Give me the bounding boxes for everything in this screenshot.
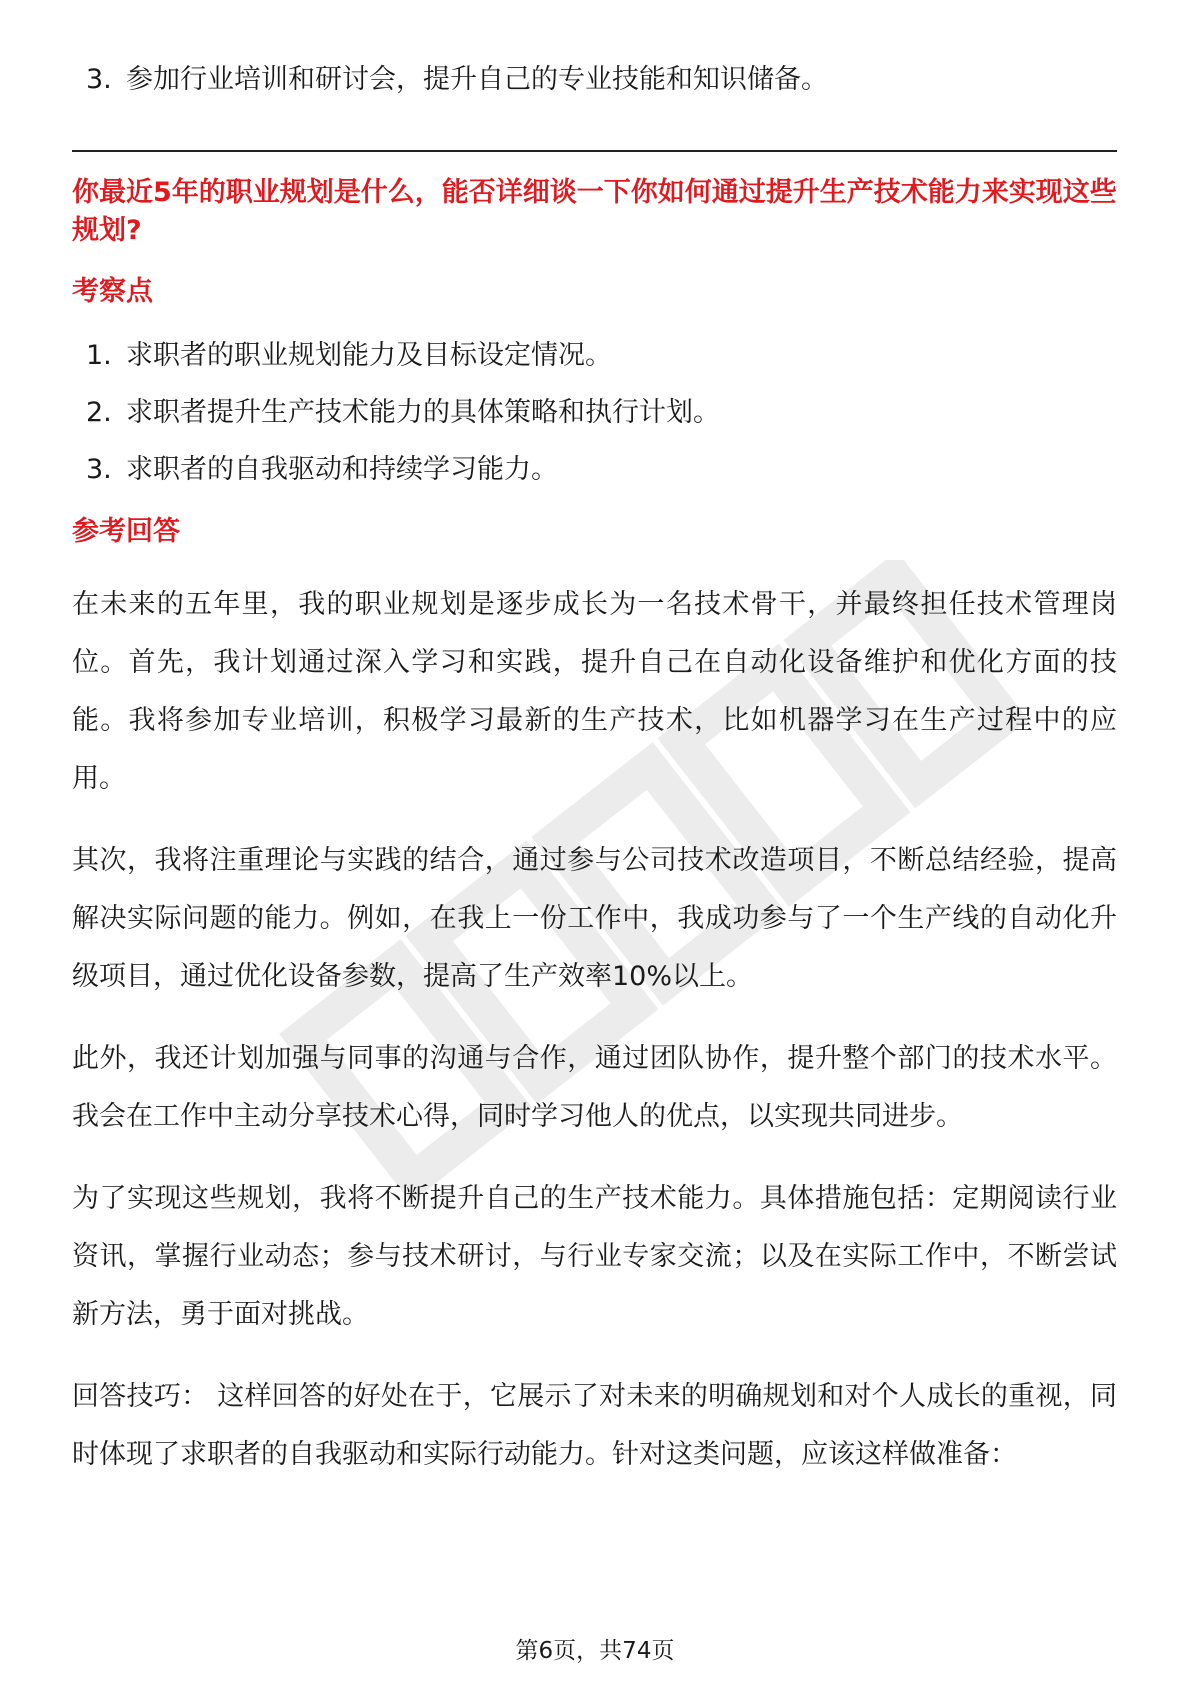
previous-answer-list [72,60,1117,100]
exam-points-heading: 考察点 [72,276,153,307]
list-item-text: 求职者的自我驱动和持续学习能力。 [126,454,558,485]
reference-answer-heading: 参考回答 [72,516,180,547]
content-area [72,60,1117,1508]
list-item-text: 求职者的职业规划能力及目标设定情况。 [126,340,612,371]
answer-paragraph: 在未来的五年里，我的职业规划是逐步成长为一名技术骨干，并最终担任技术管理岗位。首先，我计划通过深入学习和实践，提升自己在自动化设备维护和优化方面的技能。我将参加专业培训，积极学习最新的生产技术，比如机器学习在生产过程中的应用。 [72,589,1117,794]
list-item-number: 3. [86,64,112,95]
list-item-text: 参加行业培训和研讨会，提升自己的专业技能和知识储备。 [126,64,828,95]
exam-points-list [72,336,1117,490]
page-number-footer: 第6页，共74页 [515,1638,675,1664]
answer-paragraph: 为了实现这些规划，我将不断提升自己的生产技术能力。具体措施包括：定期阅读行业资讯，掌握行业动态；参与技术研讨，与行业专家交流；以及在实际工作中，不断尝试新方法，勇于面对挑战。 [72,1183,1117,1330]
list-item [72,336,1117,376]
list-item-text: 求职者提升生产技术能力的具体策略和执行计划。 [126,397,720,428]
answer-paragraph: 此外，我还计划加强与同事的沟通与合作，通过团队协作，提升整个部门的技术水平。我会在工作中主动分享技术心得，同时学习他人的优点，以实现共同进步。 [72,1043,1117,1132]
list-item [72,450,1117,490]
answer-paragraph: 其次，我将注重理论与实践的结合，通过参与公司技术改造项目，不断总结经验，提高解决实际问题的能力。例如，在我上一份工作中，我成功参与了一个生产线的自动化升级项目，通过优化设备参数，提高了生产效率10%以上。 [72,845,1117,992]
question-title: 你最近5年的职业规划是什么，能否详细谈一下你如何通过提升生产技术能力来实现这些规划? [72,177,1117,246]
list-item [72,60,1117,100]
list-item-number: 3. [86,454,112,485]
list-item [72,393,1117,433]
list-item-number: 1. [86,340,112,371]
list-item-number: 2. [86,397,112,428]
answer-tips-paragraph: 回答技巧： 这样回答的好处在于，它展示了对未来的明确规划和对个人成长的重视，同时体现了求职者的自我驱动和实际行动能力。针对这类问题，应该这样做准备： [72,1381,1117,1470]
section-divider [72,150,1117,152]
